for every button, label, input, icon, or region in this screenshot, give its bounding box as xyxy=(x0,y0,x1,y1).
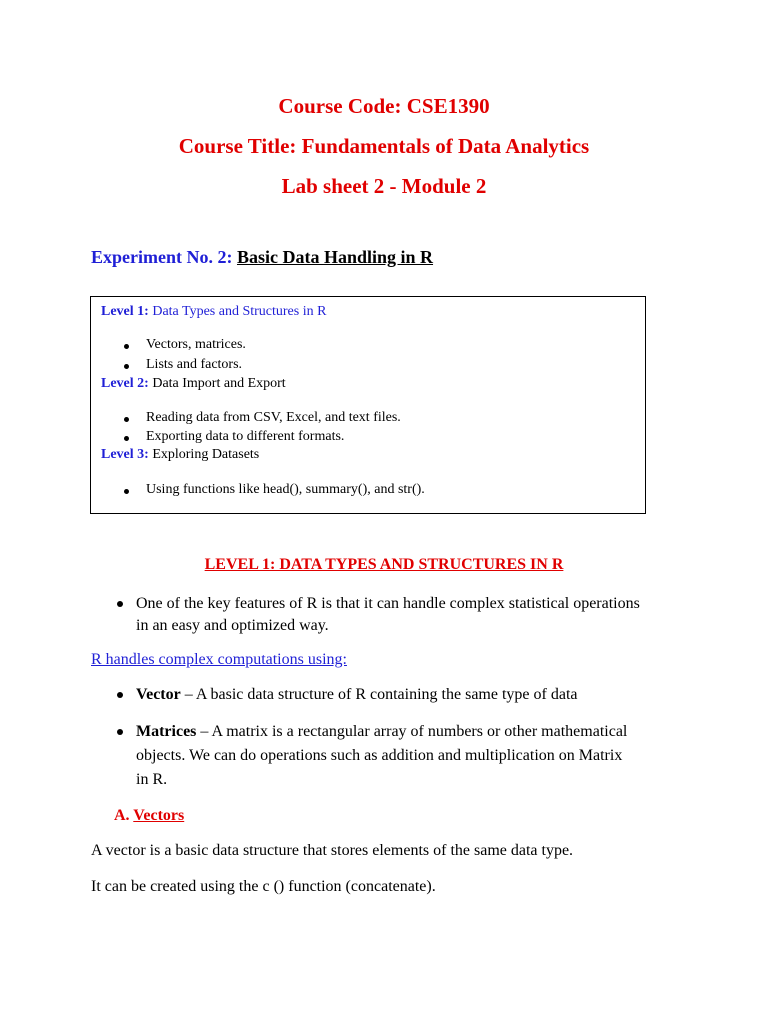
level-3-line xyxy=(101,447,259,463)
level-3-label: Level 3: xyxy=(101,447,149,462)
bullet-icon xyxy=(124,436,129,441)
matrices-term: Matrices xyxy=(136,723,197,740)
level-3-item-1: Using functions like head(), summary(), and str(). xyxy=(146,482,425,497)
lab-sheet-heading: Lab sheet 2 - Module 2 xyxy=(281,174,487,198)
vector-description: – A basic data structure of R containing the same type of data xyxy=(180,686,578,703)
course-code-heading: Course Code: CSE1390 xyxy=(278,94,490,118)
matrices-description-2: objects. We can do operations such as addition and multiplication on Matrix xyxy=(136,747,623,764)
level-2-title: Data Import and Export xyxy=(152,376,286,391)
level-1-title: Data Types and Structures in R xyxy=(152,304,327,319)
vector-term: Vector xyxy=(136,686,181,703)
vector-definition: A vector is a basic data structure that stores elements of the same data type. xyxy=(91,842,574,859)
level-2-label: Level 2: xyxy=(101,376,149,391)
course-title-heading: Course Title: Fundamentals of Data Analytics xyxy=(178,134,590,158)
experiment-label: Experiment No. 2: xyxy=(91,247,233,267)
vector-item xyxy=(136,684,578,706)
computations-link[interactable]: R handles complex computations using: xyxy=(91,651,347,668)
levels-box xyxy=(90,296,646,514)
bullet-icon xyxy=(124,344,129,349)
matrices-description-3: in R. xyxy=(136,771,168,788)
level-2-line xyxy=(101,376,286,392)
experiment-heading xyxy=(91,247,433,268)
bullet-icon xyxy=(117,692,123,698)
bullet-icon xyxy=(117,601,123,607)
bullet-text-line-2: in an easy and optimized way. xyxy=(136,617,329,634)
matrices-item-line-1 xyxy=(136,721,627,743)
subsection-heading xyxy=(114,807,184,825)
section-heading: LEVEL 1: DATA TYPES AND STRUCTURES IN R xyxy=(204,556,564,573)
level-1-line xyxy=(101,304,326,320)
level-2-item-2: Exporting data to different formats. xyxy=(146,429,345,444)
level-1-item-1: Vectors, matrices. xyxy=(146,337,246,352)
level-1-label: Level 1: xyxy=(101,304,149,319)
experiment-title: Basic Data Handling in R xyxy=(236,247,434,267)
level-1-item-2: Lists and factors. xyxy=(146,357,243,372)
bullet-icon xyxy=(124,417,129,422)
matrices-description-1: – A matrix is a rectangular array of numbers or other mathematical xyxy=(196,723,628,740)
bullet-text-line-1: One of the key features of R is that it can handle complex statistical operations xyxy=(136,595,640,612)
bullet-icon xyxy=(124,364,129,369)
subsection-letter: A. xyxy=(114,807,130,824)
level-3-title: Exploring Datasets xyxy=(152,447,260,462)
bullet-icon xyxy=(117,729,123,735)
vector-creation-note: It can be created using the c () function (concatenate). xyxy=(91,878,436,895)
subsection-title: Vectors xyxy=(133,807,185,824)
level-2-item-1: Reading data from CSV, Excel, and text files. xyxy=(146,410,401,425)
bullet-icon xyxy=(124,489,129,494)
